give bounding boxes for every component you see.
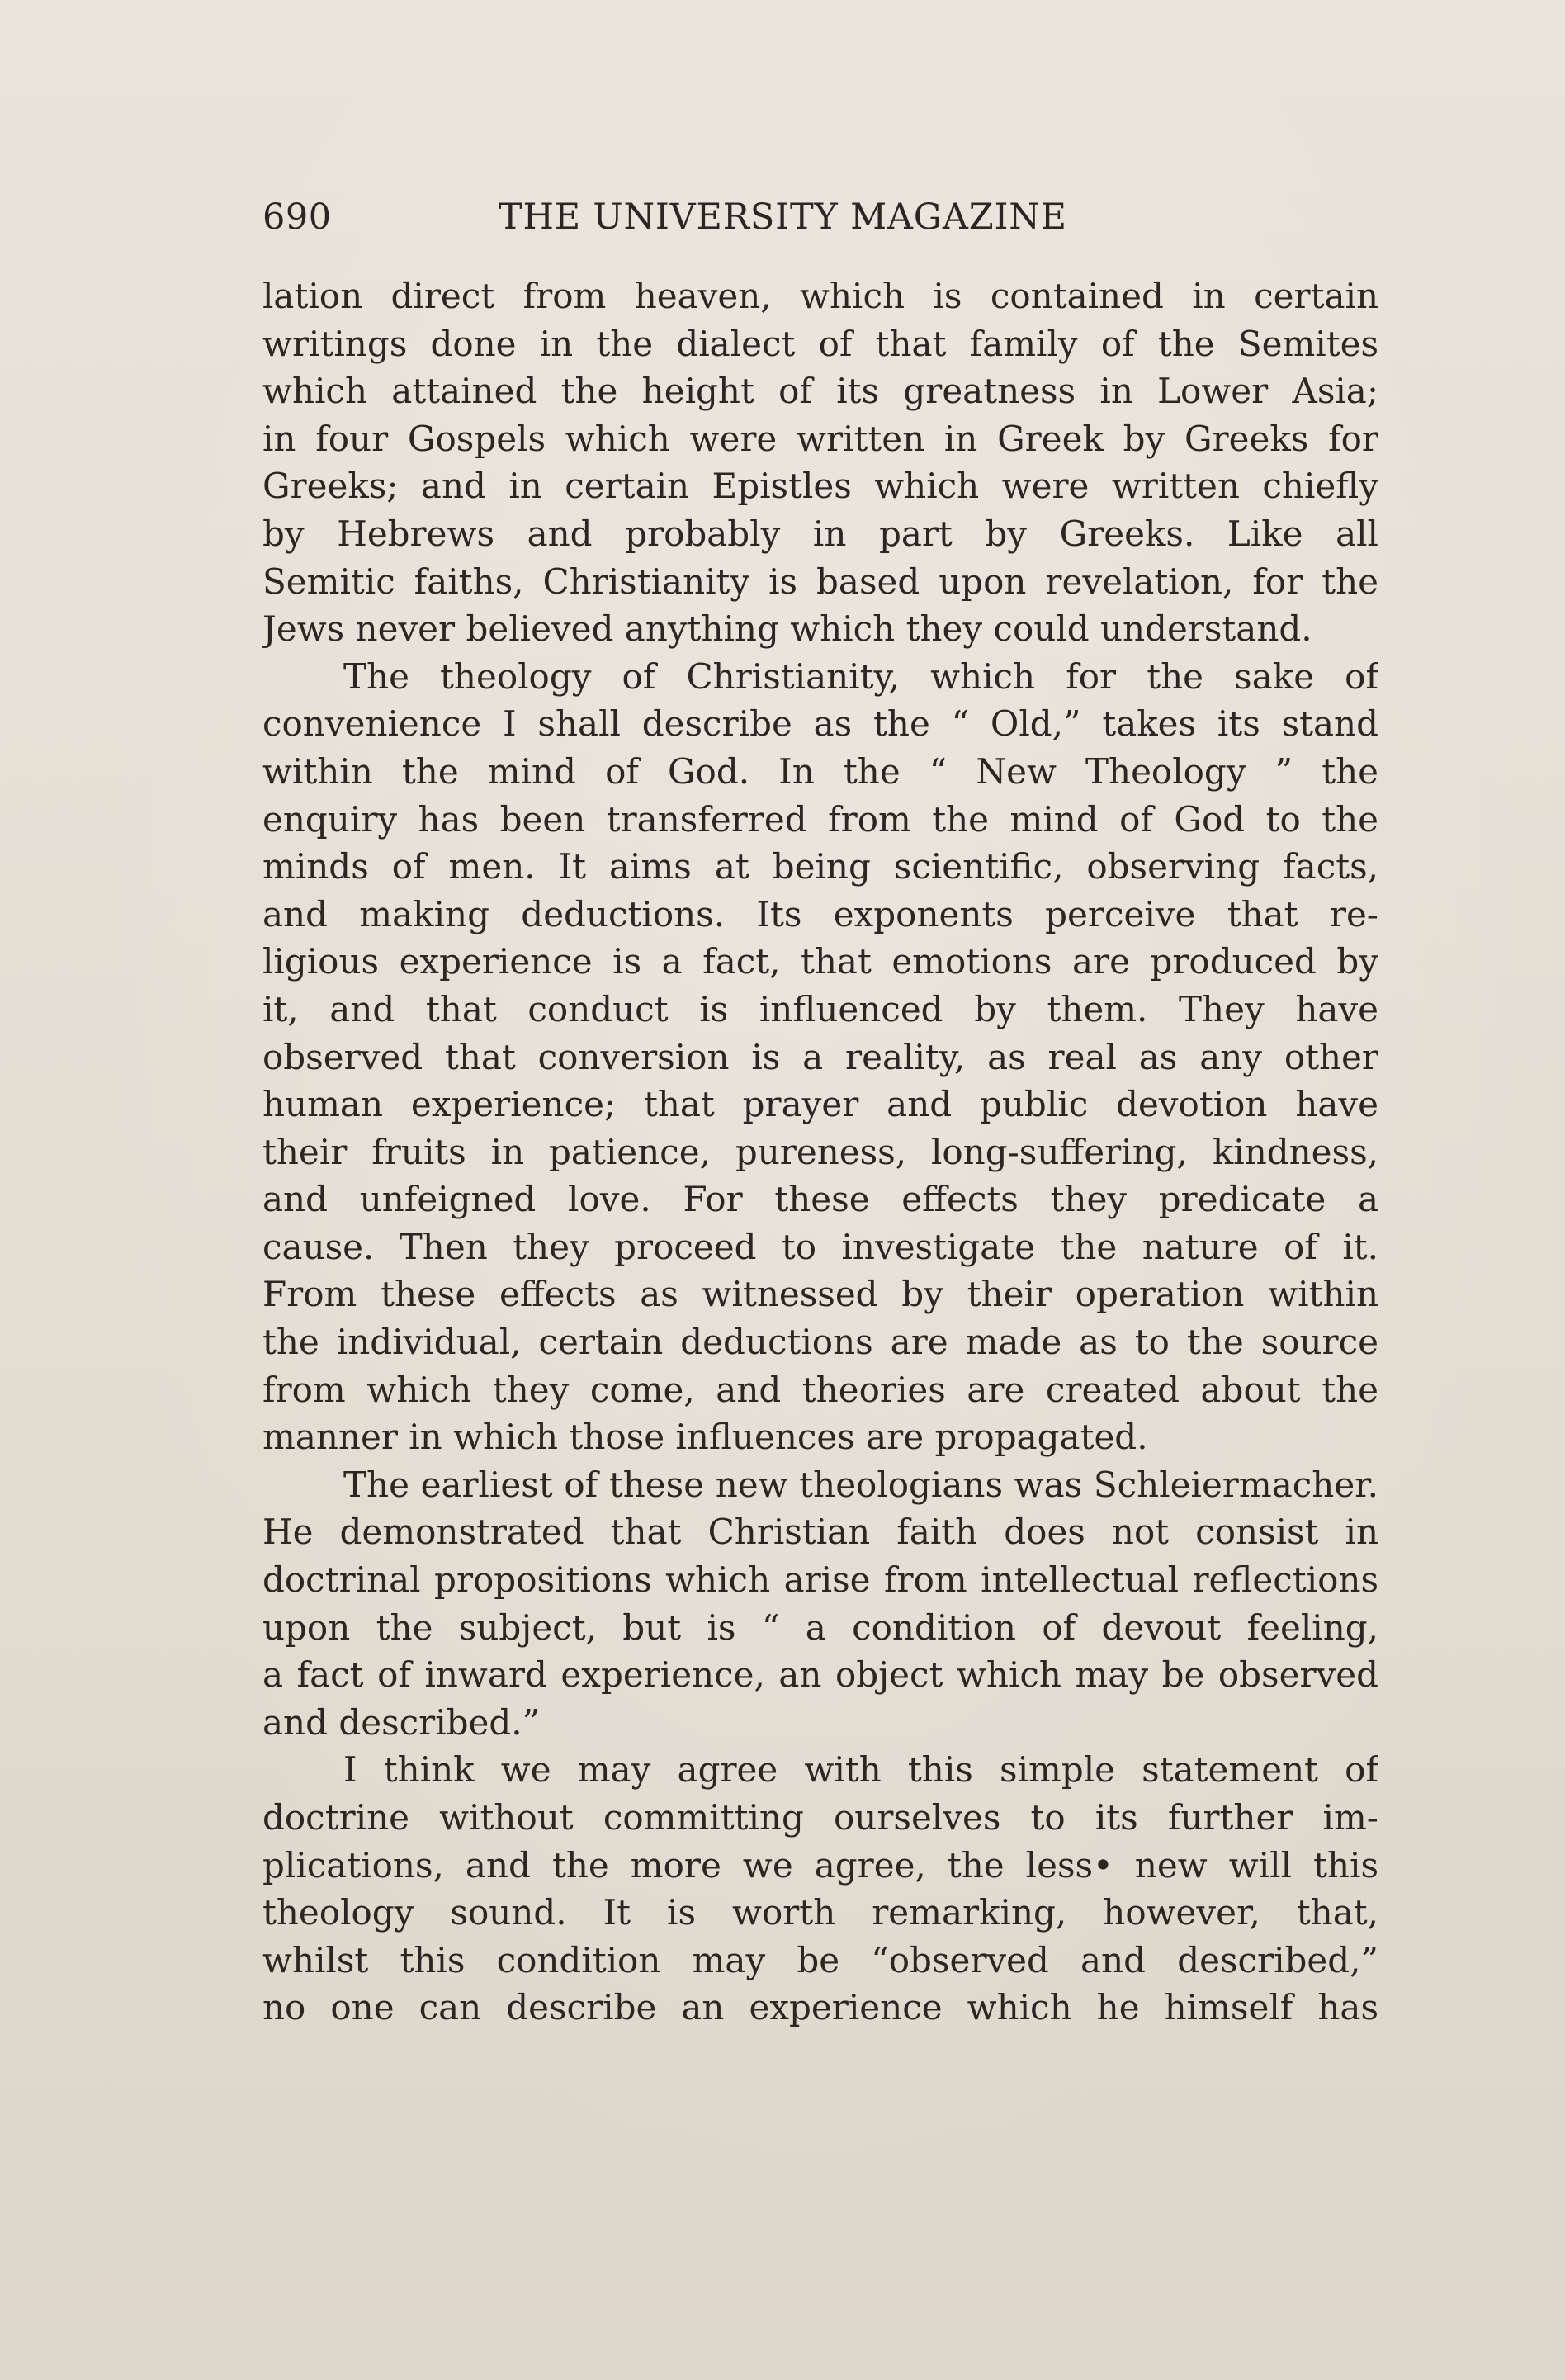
paragraph-start-line: I think we may agree with this simple statement of: [343, 1749, 1378, 1791]
text-line: lation direct from heaven, which is contained in certain: [262, 276, 1378, 316]
text-line: convenience I shall describe as the “ Old,” takes its stand: [262, 703, 1378, 745]
text-line: no one can describe an experience which he himself has: [262, 1987, 1378, 2028]
text-line: observed that conversion is a reality, as real as any other: [262, 1036, 1378, 1077]
text-line: writings done in the dialect of that family of the Semites: [262, 323, 1378, 364]
text-line: a fact of inward experience, an object which may be observed: [262, 1654, 1378, 1696]
text-line: and unfeigned love. For these effects they predicate a: [262, 1179, 1378, 1220]
text-line: from which they come, and theories are created about the: [262, 1369, 1378, 1410]
text-line: ligious experience is a fact, that emotions are produced by: [262, 941, 1378, 982]
text-line: the individual, certain deductions are made as to the source: [262, 1322, 1378, 1363]
text-line: Jews never believed anything which they could understand.: [262, 608, 1312, 650]
text-line: Greeks; and in certain Epistles which were written chiefly: [262, 466, 1378, 507]
text-line: it, and that conduct is influenced by them. They have: [262, 988, 1378, 1029]
text-line: From these effects as witnessed by their operation within: [262, 1274, 1378, 1315]
text-line: upon the subject, but is “ a condition of devout feeling,: [262, 1606, 1378, 1648]
page-number: 690: [262, 196, 332, 238]
text-line: which attained the height of its greatness in Lower Asia;: [262, 371, 1378, 412]
running-head: THE UNIVERSITY MAGAZINE: [499, 196, 1067, 238]
paragraph-start-line: The theology of Christianity, which for the sake of: [343, 655, 1378, 697]
text-line: cause. Then they proceed to investigate the nature of it.: [262, 1226, 1378, 1267]
page-header: [262, 188, 1134, 246]
text-line: minds of men. It aims at being scientific, observing facts,: [262, 846, 1378, 887]
text-line: enquiry has been transferred from the mind of God to the: [262, 798, 1378, 840]
text-line: doctrine without committing ourselves to its further im-: [262, 1797, 1378, 1838]
text-line: human experience; that prayer and public devotion have: [262, 1084, 1378, 1125]
text-line: manner in which those influences are propagated.: [262, 1417, 1148, 1458]
text-line: and described.”: [262, 1701, 541, 1743]
text-line: theology sound. It is worth remarking, however, that,: [262, 1892, 1378, 1933]
paragraph-start-line: The earliest of these new theologians was Schleiermacher.: [343, 1464, 1378, 1505]
text-line: plications, and the more we agree, the less• new will this: [262, 1844, 1378, 1886]
text-line: by Hebrews and probably in part by Greeks. Like all: [262, 513, 1378, 554]
text-line: within the mind of God. In the “ New Theology ” the: [262, 750, 1378, 792]
text-line: and making deductions. Its exponents perceive that re-: [262, 893, 1378, 934]
text-line: their fruits in patience, pureness, long-suffering, kindness,: [262, 1131, 1378, 1172]
text-line: in four Gospels which were written in Greek by Greeks for: [262, 418, 1378, 459]
text-line: whilst this condition may be “observed and described,”: [262, 1939, 1378, 1980]
text-line: He demonstrated that Christian faith does not consist in: [262, 1512, 1378, 1553]
text-line: doctrinal propositions which arise from intellectual reflections: [262, 1559, 1378, 1601]
text-line: Semitic faiths, Christianity is based upon revelation, for the: [262, 561, 1378, 602]
body-text: [262, 272, 1378, 2032]
